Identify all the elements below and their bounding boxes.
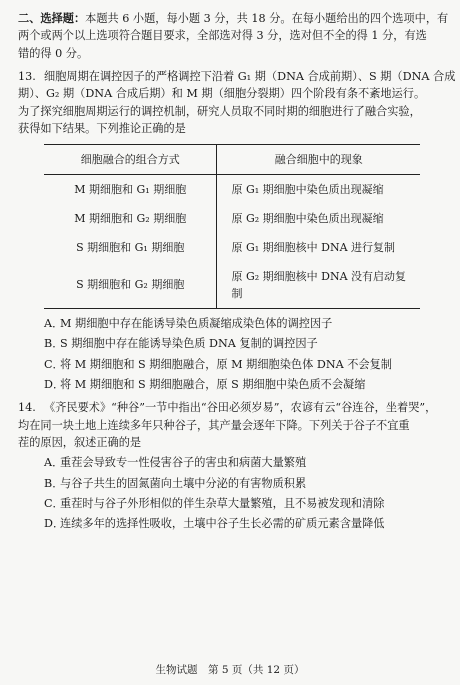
q13-option-c[interactable]: C．将 M 期细胞和 S 期细胞融合，原 M 期细胞染色体 DNA 不会复制 [44,357,392,371]
table-row [44,233,420,262]
table-header-combination: 细胞融合的组合方式 [44,144,217,174]
instruction-line-3: 错的得 0 分。 [18,46,89,60]
section-instructions [18,10,449,62]
table-cell-phenomenon: 原 G₂ 期细胞中染色质出现凝缩 [231,211,384,225]
table-cell-combination: M 期细胞和 G₁ 期细胞 [44,174,217,204]
q14-option-a[interactable]: A．重茬会导致专一性侵害谷子的害虫和病菌大量繁殖 [44,456,307,470]
table-row [44,174,420,204]
table-cell-phenomenon: 原 G₁ 期细胞中染色质出现凝缩 [231,182,384,196]
q13-stem-line-4: 获得如下结果。下列推论正确的是 [18,122,186,136]
table-cell-phenomenon: 原 G₂ 期细胞核中 DNA 没有启动复制 [217,262,420,309]
table-cell-combination: M 期细胞和 G₂ 期细胞 [44,204,217,233]
instruction-line-1: 二、选择题：本题共 6 小题，每小题 3 分，共 18 分。在每小题给出的四个选项中，有 [18,11,449,25]
table-cell-combination: S 期细胞和 G₁ 期细胞 [44,233,217,262]
q13-option-d[interactable]: D．将 M 期细胞和 S 期细胞融合，原 S 期细胞中染色质不会凝缩 [44,377,366,391]
q14-stem-line-3: 茬的原因，叙述正确的是 [18,435,142,449]
q14-stem-line-2: 均在同一块土地上连续多年只种谷子，其产量会逐年下降。下列关于谷子不宜重 [18,418,410,432]
table-cell-combination: S 期细胞和 G₂ 期细胞 [44,262,217,309]
q14-option-b[interactable]: B．与谷子共生的固氮菌向土壤中分泌的有害物质积累 [44,476,307,490]
table-cell-phenomenon: 原 G₁ 期细胞核中 DNA 进行复制 [231,240,396,254]
section-title: 二、选择题： [18,11,86,25]
exam-page [18,10,456,536]
table-header-row [44,144,420,174]
q13-stem-line-2: 期）、G₂ 期（DNA 合成后期）和 M 期（细胞分裂期）四个阶段有条不紊地运行。 [18,87,426,101]
q13-number: 13. [18,70,36,84]
q13-stem-line-1: 13. 细胞周期在调控因子的严格调控下沿着 G₁ 期（DNA 合成前期）、S 期（DNA 合成 [18,68,446,85]
question-14 [18,399,446,533]
q13-option-b[interactable]: B．S 期细胞中存在能诱导染色质 DNA 复制的调控因子 [44,337,318,351]
q13-option-a[interactable]: A．M 期细胞中存在能诱导染色质凝缩成染色体的调控因子 [44,316,333,330]
q14-stem-line-1: 14. 《齐民要术》“种谷”一节中指出“谷田必须岁易”，农谚有云“谷连谷，坐着哭”， [18,399,446,416]
page-footer: 生物试题 第 5 页（共 12 页） [155,664,305,676]
table-header-phenomenon: 融合细胞中的现象 [217,144,420,174]
fusion-experiment-table [44,144,420,309]
q14-option-c[interactable]: C．重茬时与谷子外形相似的伴生杂草大量繁殖，且不易被发现和清除 [44,497,385,511]
instruction-line-2: 两个或两个以上选项符合题目要求，全部选对得 3 分，选对但不全的得 1 分，有选 [18,29,427,43]
q13-stem-line-3: 为了探究细胞周期运行的调控机制，研究人员取不同时期的细胞进行了融合实验， [18,104,421,118]
q14-number: 14. [18,401,36,415]
q14-option-d[interactable]: D．连续多年的选择性吸收，土壤中谷子生长必需的矿质元素含量降低 [44,517,385,531]
table-row [44,262,420,309]
table-row [44,204,420,233]
question-13 [18,68,456,393]
